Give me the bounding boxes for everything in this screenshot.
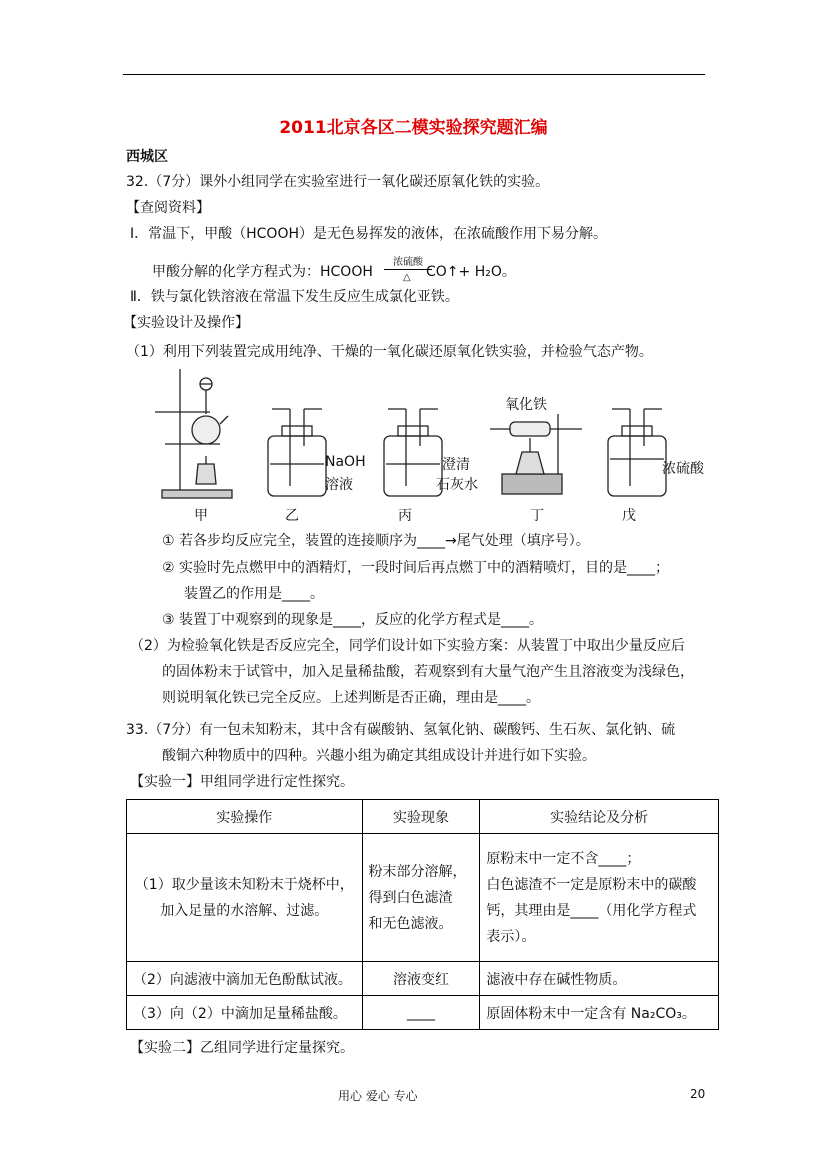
limewater-label-2: 石灰水 [436, 477, 478, 493]
table-cell [480, 834, 719, 962]
equation-condition-top: 浓硫酸 [393, 257, 423, 268]
table-cell: 滤液中存在碱性物质。 [480, 962, 719, 996]
q33-intro-b: 酸铜六种物质中的四种。兴趣小组为确定其组成设计并进行如下实验。 [162, 748, 596, 764]
page-title: 2011北京各区二模实验探究题汇编 [279, 118, 548, 138]
table-row [127, 962, 719, 996]
limewater-label-1: 澄清 [442, 457, 470, 473]
apparatus-label-wu: 戊 [622, 508, 636, 524]
cell-line: 白色滤渣不一定是原粉末中的碳酸 [486, 876, 697, 893]
ref-item-2: Ⅱ．铁与氯化铁溶液在常温下发生反应生成氯化亚铁。 [130, 289, 459, 305]
part-2a: （2）为检验氧化铁是否反应完全，同学们设计如下实验方案：从装置丁中取出少量反应后 [130, 638, 685, 654]
q32-intro: 32.（7分）课外小组同学在实验室进行一氧化碳还原氧化铁的实验。 [126, 174, 550, 190]
q33-intro-a: 33.（7分）有一包未知粉末，其中含有碳酸钠、氢氧化钠、碳酸钙、生石灰、氯化钠、硫 [126, 722, 676, 738]
design-heading: 【实验设计及操作】 [123, 315, 249, 331]
naoh-label-1: NaOH [325, 454, 366, 470]
step-2a: ② 实验时先点燃甲中的酒精灯，一段时间后再点燃丁中的酒精喷灯，目的是____； [162, 560, 669, 576]
table-cell [362, 834, 480, 962]
part-1-text: （1）利用下列装置完成用纯净、干燥的一氧化碳还原氧化铁实验，并检验气态产物。 [126, 344, 653, 360]
equation-arrow [384, 269, 432, 270]
step-1: ① 若各步均反应完全，装置的连接顺序为____→尾气处理（填序号）。 [162, 533, 590, 549]
table-row [127, 834, 719, 962]
header-rule [123, 74, 705, 75]
step-2b: 装置乙的作用是____。 [184, 586, 324, 602]
conc-acid-label: 浓硫酸 [662, 461, 704, 477]
part-2c: 则说明氧化铁已完全反应。上述判断是否正确，理由是____。 [162, 690, 540, 706]
table-row [127, 996, 719, 1030]
cell-line: 钙，其理由是____（用化学方程式 [486, 902, 697, 919]
apparatus-label-bing: 丙 [398, 508, 412, 524]
step-3: ③ 装置丁中观察到的现象是____，反应的化学方程式是____。 [162, 612, 543, 628]
equation-products: CO↑+ H₂O。 [426, 264, 516, 280]
table-header-cell: 实验结论及分析 [480, 800, 719, 834]
part-2b: 的固体粉末于试管中，加入足量稀盐酸，若观察到有大量气泡产生且溶液变为浅绿色， [162, 664, 694, 680]
cell-line: 加入足量的水溶解、过滤。 [160, 902, 329, 919]
cell-line: 表示）。 [486, 928, 536, 945]
footer-motto: 用心 爱心 专心 [338, 1089, 418, 1103]
cell-line: 原粉末中一定不含____； [486, 850, 641, 867]
apparatus-label-jia: 甲 [194, 508, 208, 524]
cell-line: 粉末部分溶解， [368, 863, 467, 880]
equation-condition-bottom: △ [403, 272, 411, 283]
apparatus-label-ding: 丁 [530, 508, 544, 524]
ref-item-1: Ⅰ．常温下，甲酸（HCOOH）是无色易挥发的液体，在浓硫酸作用下易分解。 [130, 226, 607, 242]
table-cell: 原固体粉末中一定含有 Na₂CO₃。 [480, 996, 719, 1030]
naoh-label-2: 溶液 [325, 477, 353, 493]
table-cell: ____ [362, 996, 480, 1030]
table-header-row [127, 800, 719, 834]
table-cell: （3）向（2）中滴加足量稀盐酸。 [127, 996, 363, 1030]
apparatus-figure [150, 364, 710, 504]
ref-heading: 【查阅资料】 [126, 200, 210, 216]
table-cell [127, 834, 363, 962]
table-cell: （2）向滤液中滴加无色酚酞试液。 [127, 962, 363, 996]
apparatus-label-yi: 乙 [285, 508, 299, 524]
experiment-1-heading: 【实验一】甲组同学进行定性探究。 [130, 774, 354, 790]
district-heading: 西城区 [126, 149, 168, 165]
cell-line: 和无色滤液。 [368, 915, 453, 932]
iron-oxide-label: 氧化铁 [505, 397, 547, 413]
table-header-cell: 实验操作 [127, 800, 363, 834]
table-cell: 溶液变红 [362, 962, 480, 996]
cell-line: 得到白色滤渣 [368, 889, 453, 906]
page-number: 20 [690, 1087, 706, 1101]
experiment-table [126, 799, 719, 1030]
equation-prefix: 甲酸分解的化学方程式为：HCOOH [152, 264, 373, 280]
table-header-cell: 实验现象 [362, 800, 480, 834]
cell-line: （1）取少量该未知粉末于烧杯中， [134, 876, 354, 893]
experiment-2-heading: 【实验二】乙组同学进行定量探究。 [130, 1040, 354, 1056]
